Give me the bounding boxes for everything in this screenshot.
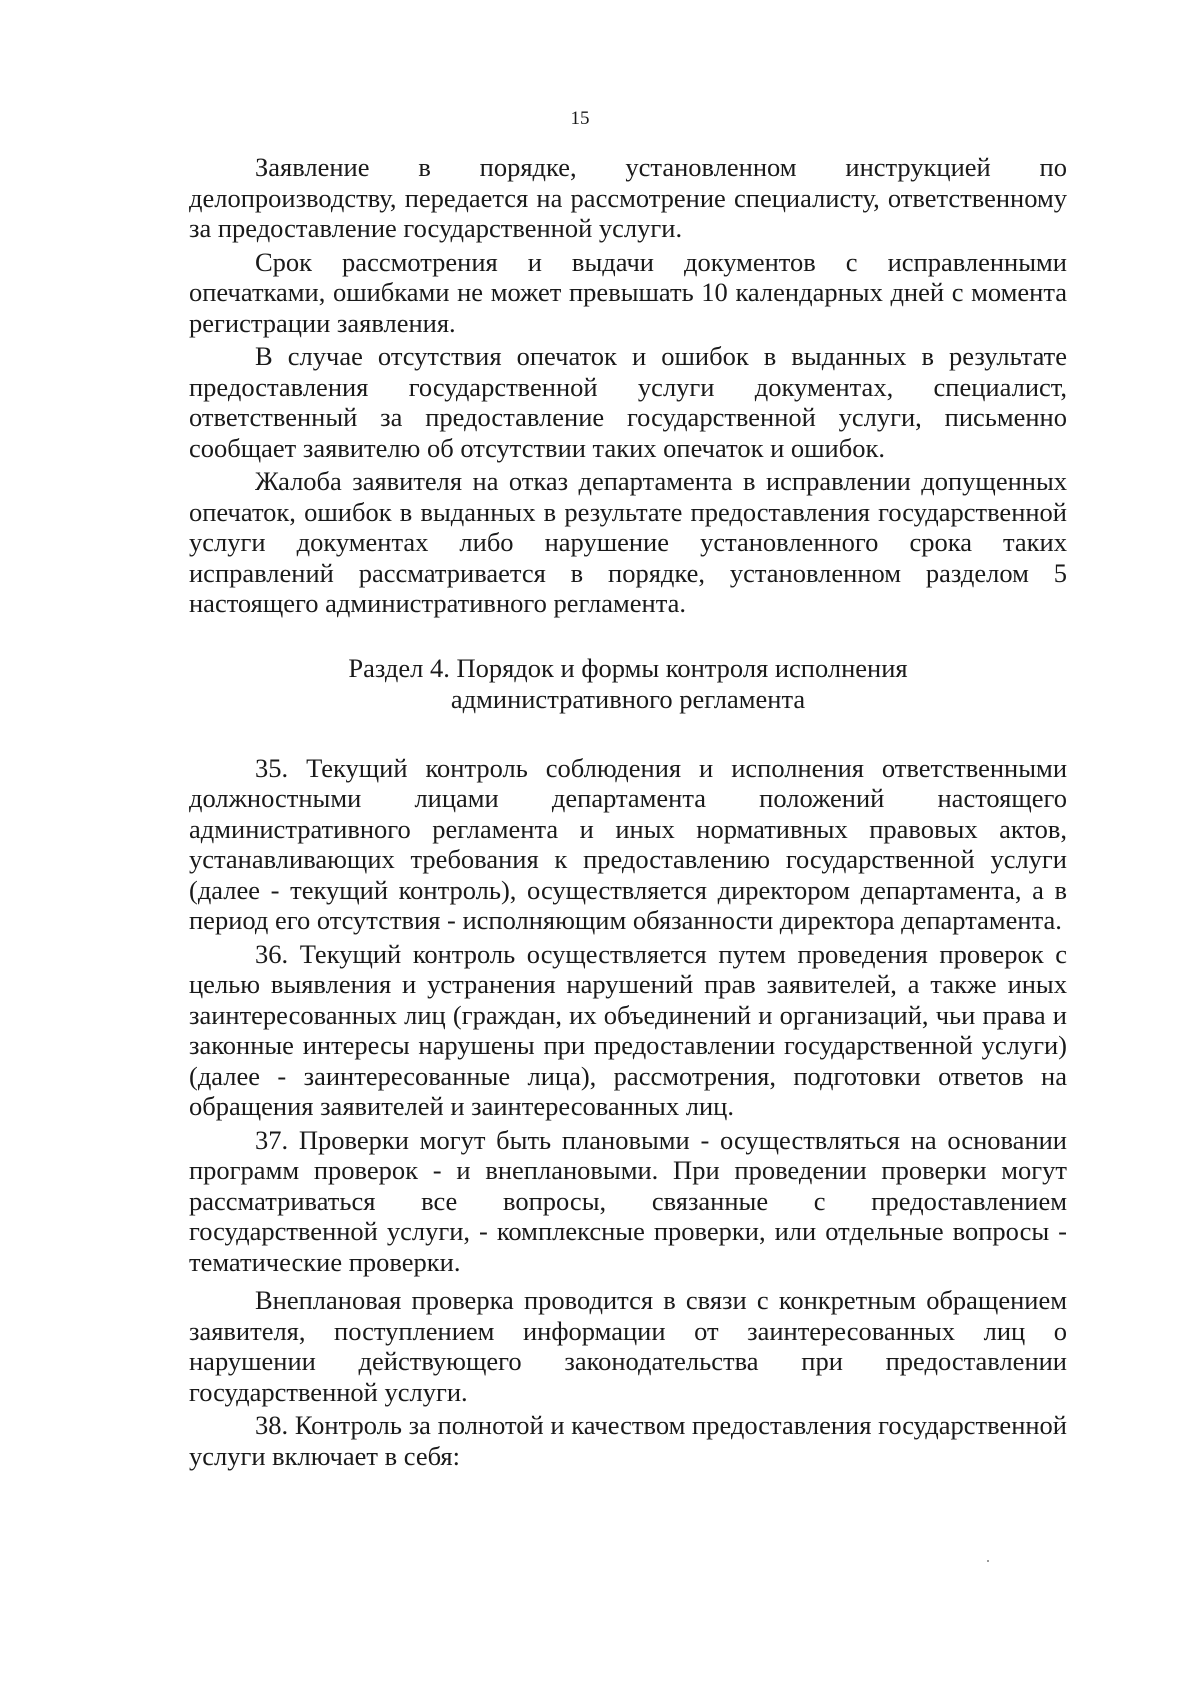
scan-speck — [987, 1560, 989, 1562]
paragraph-statement-transfer: Заявление в порядке, установленном инструкцией по делопроизводству, передается на рассмотрение специалисту, ответственному за предоставление государственной услуги. — [189, 152, 1067, 243]
page-number: 15 — [570, 108, 590, 129]
section-heading — [189, 653, 1067, 715]
paragraph-unscheduled-inspection: Внеплановая проверка проводится в связи с конкретным обращением заявителя, поступлением информации от заинтересованных лиц о нарушении действующего законодательства при предоставлении государственной услуги. — [189, 1285, 1067, 1407]
document-body — [189, 152, 1067, 1471]
paragraph-complaint: Жалоба заявителя на отказ департамента в исправлении допущенных опечаток, ошибок в выданных в результате предоставления государственной услуги документах либо нарушение установленного срока таких исправлений рассматривается в порядке, установленном разделом 5 настоящего административного регламента. — [189, 466, 1067, 618]
paragraph-no-errors: В случае отсутствия опечаток и ошибок в выданных в результате предоставления государственной услуги документах, специалист, ответственный за предоставление государственной услуги, письменно сообщает заявителю об отсутствии таких опечаток и ошибок. — [189, 341, 1067, 463]
section-heading-line-2: административного регламента — [450, 683, 806, 714]
section-heading-line-1: Раздел 4. Порядок и формы контроля исполнения — [348, 652, 908, 683]
paragraph-36: 36. Текущий контроль осуществляется путем проведения проверок с целью выявления и устранения нарушений прав заявителей, а также иных заинтересованных лиц (граждан, их объединений и организаций, чьи права и законные интересы нарушены при предоставлении государственной услуги) (далее - заинтересованные лица), рассмотрения, подготовки ответов на обращения заявителей и заинтересованных лиц. — [189, 938, 1067, 1121]
paragraph-review-term: Срок рассмотрения и выдачи документов с исправленными опечатками, ошибками не может превышать 10 календарных дней с момента регистрации заявления. — [189, 246, 1067, 338]
paragraph-38: 38. Контроль за полнотой и качеством предоставления государственной услуги включает в себя: — [189, 1410, 1067, 1471]
paragraph-35: 35. Текущий контроль соблюдения и исполнения ответственными должностными лицами департамента положений настоящего административного регламента и иных нормативных правовых актов, устанавливающих требования к предоставлению государственной услуги (далее - текущий контроль), осуществляется директором департамента, а в период его отсутствия - исполняющим обязанности директора департамента. — [189, 752, 1067, 935]
paragraph-37: 37. Проверки могут быть плановыми - осуществляться на основании программ проверок - и внеплановыми. При проведении проверки могут рассматриваться все вопросы, связанные с предоставлением государственной услуги, - комплексные проверки, или отдельные вопросы - тематические проверки. — [189, 1124, 1067, 1277]
